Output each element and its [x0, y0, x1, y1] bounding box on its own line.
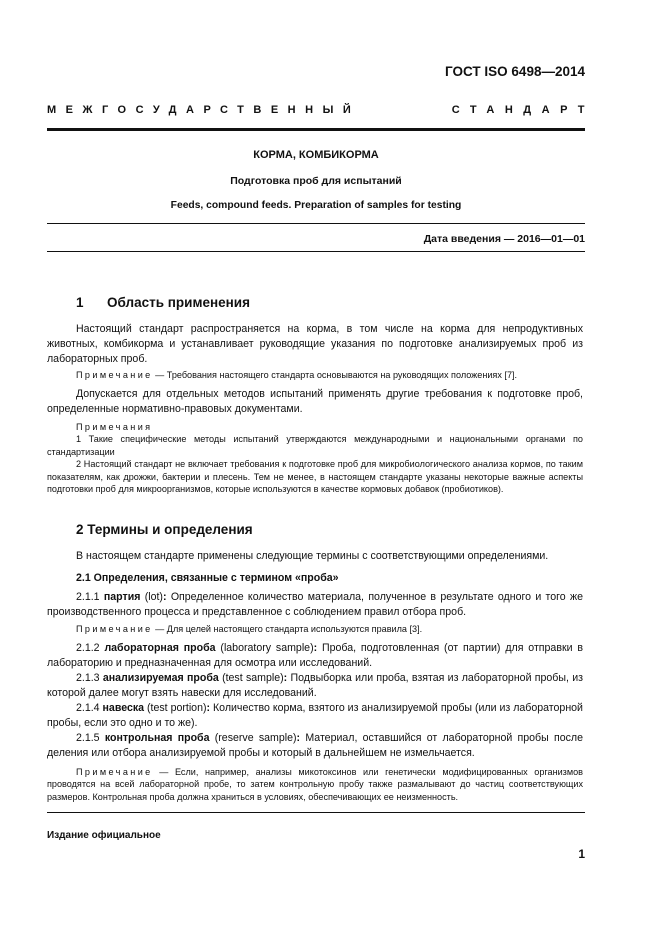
edition-label: Издание официальное [47, 830, 161, 841]
term-definition: Определенное количество материала, полученное в результате одного и того же производственного процесса и представленное с соблюдением правил отбора проб. [47, 591, 583, 618]
term-english: (test portion) [144, 702, 207, 714]
title-ru-main: КОРМА, КОМБИКОРМА [253, 149, 379, 161]
term-name: анализируемая проба [102, 672, 219, 684]
term-number: 2.1.4 [76, 702, 103, 714]
term-colon: : [162, 591, 167, 603]
term-colon: : [206, 702, 211, 714]
header-right-text: СТАНДАРТ [451, 104, 595, 116]
subsection-2-1-title: 2.1 Определения, связанные с термином «проба» [76, 572, 339, 584]
notes-label: Примечания [76, 422, 153, 432]
note-text: — Если, например, анализы микотоксинов или генетически модифицированных организмов проводятся на всей лабораторной пробе, то затем контрольную пробу также размалывают до частиц соответствующих размеров. Контрольная проба должна храниться в условиях, обеспечивающих ее неизменность. [47, 767, 583, 802]
term-english: (test sample) [218, 672, 284, 684]
term-colon: : [283, 672, 288, 684]
section-1-notes [47, 421, 583, 495]
note-item-2: 2 Настоящий стандарт не включает требования к подготовке проб для микробиологического анализа кормов, по таким показателям, как дрожжи, бактерии и плесень. Тем не менее, в настоящем стандарте указаны некоторые важные аспекты подготовки проб для микроорганизмов, которые используются в качестве кормовых добавок (пробиотиков). [47, 459, 583, 495]
term-2-1-5-note [47, 766, 583, 803]
term-definition: Подвыборка или проба, взятая из лабораторной пробы, из которой далее могут взять навески для исследований. [47, 672, 584, 699]
term-name: партия [103, 591, 141, 603]
term-colon: : [313, 642, 318, 654]
document-number: ГОСТ ISO 6498—2014 [445, 64, 585, 79]
introduction-date: Дата введения — 2016—01—01 [423, 233, 585, 245]
section-1-title: Область применения [107, 295, 250, 310]
footer-divider [47, 812, 585, 813]
term-number: 2.1.1 [76, 591, 104, 603]
title-ru-sub: Подготовка проб для испытаний [230, 175, 402, 187]
header-divider [47, 128, 585, 131]
page-number: 1 [578, 847, 585, 861]
term-number: 2.1.5 [76, 732, 105, 744]
term-number: 2.1.3 [76, 672, 103, 684]
note-label: Примечание [76, 370, 153, 380]
title-en: Feeds, compound feeds. Preparation of samples for testing [170, 200, 462, 211]
term-definition: Проба, подготовленная (от партии) для отправки в лабораторию и предназначенная для осмотра или исследований. [47, 642, 583, 669]
term-2-1-1-note [47, 623, 583, 635]
note-item-1: 1 Такие специфические методы испытаний утверждаются международными и национальными органами по стандартизации [47, 434, 583, 457]
section-1-note-1 [47, 369, 583, 381]
term-name: контрольная проба [104, 732, 210, 744]
header-left-text: МЕЖГОСУДАРСТВЕННЫЙ [47, 104, 361, 116]
section-1-paragraph-1: Настоящий стандарт распространяется на корма, в том числе на корма для непродуктивных животных, комбикорма и устанавливает руководящие указания по подготовке анализируемых проб из лабораторных проб. [47, 323, 583, 365]
term-2-1-1 [47, 590, 583, 620]
term-name: навеска [102, 702, 145, 714]
term-2-1-4 [47, 701, 583, 731]
term-definition: Материал, оставшийся от лабораторной пробы после деления или отбора анализируемой пробы и который в дальнейшем не измельчается. [47, 732, 583, 759]
note-text: — Требования настоящего стандарта основываются на руководящих положениях [7]. [152, 370, 518, 380]
term-2-1-3 [47, 671, 583, 701]
term-definition: Количество корма, взятого из анализируемой пробы (или из лабораторной пробы, если это одно и то же). [47, 702, 583, 729]
term-2-1-2 [47, 641, 583, 671]
section-2-intro: В настоящем стандарте применены следующие термины с соответствующими определениями. [76, 550, 549, 562]
standard-type-header [47, 104, 595, 116]
term-english: (reserve sample) [209, 732, 297, 744]
term-number: 2.1.2 [76, 642, 105, 654]
term-name: лабораторная проба [104, 642, 216, 654]
note-label: Примечание [76, 624, 153, 634]
term-colon: : [296, 732, 301, 744]
term-2-1-5 [47, 731, 583, 761]
section-2-title: 2 Термины и определения [76, 522, 253, 537]
section-1-number: 1 [76, 295, 84, 310]
section-1-paragraph-2: Допускается для отдельных методов испытаний применять другие требования к подготовке проб, определенные нормативно-правовых документами. [47, 388, 583, 415]
term-english: (laboratory sample) [215, 642, 314, 654]
note-label: Примечание [76, 767, 153, 777]
term-english: (lot) [140, 591, 163, 603]
note-text: — Для целей настоящего стандарта используются правила [3]. [152, 624, 423, 634]
title-divider [47, 223, 585, 224]
date-divider [47, 251, 585, 252]
